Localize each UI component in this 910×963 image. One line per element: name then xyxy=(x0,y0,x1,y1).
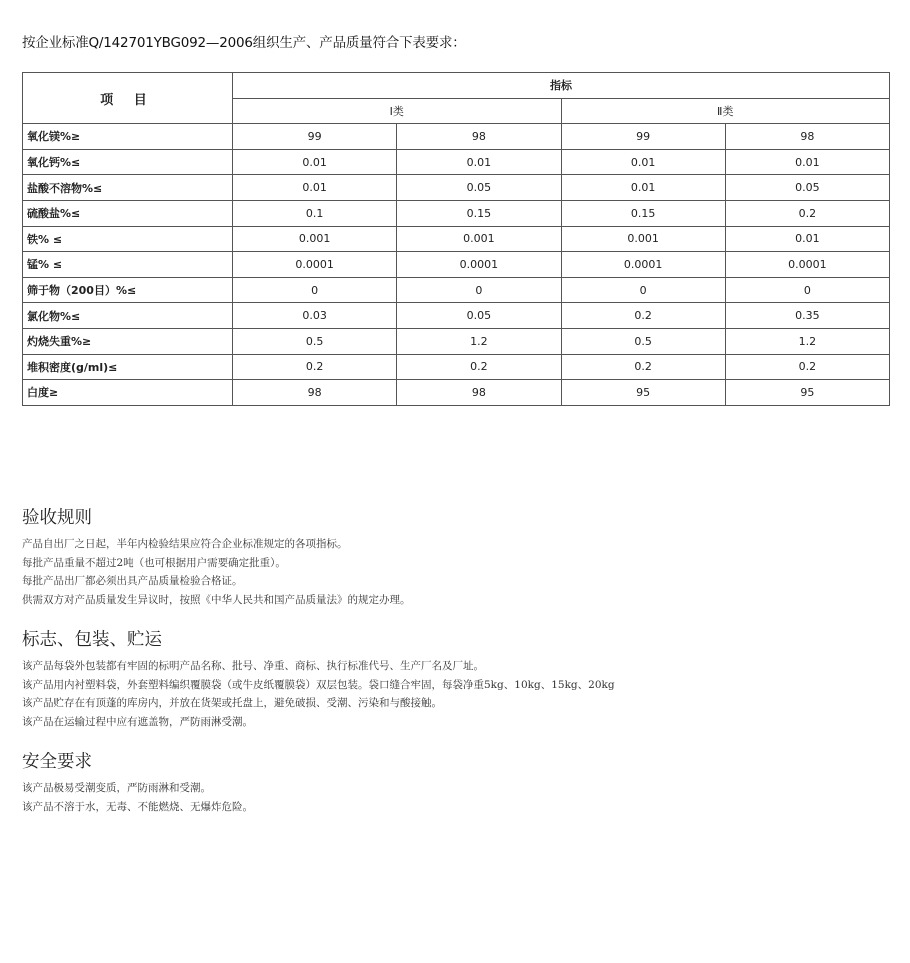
row-value: 0.03 xyxy=(233,303,397,329)
row-value: 0 xyxy=(561,277,725,303)
packaging-line: 该产品用内衬塑料袋，外套塑料编织覆膜袋（或牛皮纸覆膜袋）双层包装。袋口缝合牢固，每袋净重5kg、10kg、15kg、20kg xyxy=(22,678,615,691)
row-value: 0.05 xyxy=(397,175,561,201)
row-label: 氧化钙%≤ xyxy=(23,149,233,175)
row-value: 0.2 xyxy=(725,354,889,380)
safety-title: 安全要求 xyxy=(22,752,92,772)
row-value: 95 xyxy=(725,380,889,406)
row-value: 98 xyxy=(397,380,561,406)
row-value: 0.01 xyxy=(561,175,725,201)
acceptance-title: 验收规则 xyxy=(22,508,92,528)
row-value: 99 xyxy=(561,124,725,150)
row-label: 筛于物（200目）%≤ xyxy=(23,277,233,303)
row-value: 0.01 xyxy=(233,175,397,201)
row-value: 0.01 xyxy=(397,149,561,175)
row-value: 99 xyxy=(233,124,397,150)
row-value: 0.05 xyxy=(725,175,889,201)
safety-line: 该产品极易受潮变质，严防雨淋和受潮。 xyxy=(22,782,211,794)
table-row xyxy=(23,175,890,201)
class-2-header: Ⅱ类 xyxy=(561,98,890,124)
row-label: 铁% ≤ xyxy=(23,226,233,252)
row-value: 0.01 xyxy=(725,226,889,252)
row-value: 0 xyxy=(233,277,397,303)
row-value: 95 xyxy=(561,380,725,406)
row-label: 堆积密度(g/ml)≤ xyxy=(23,354,233,380)
table-row xyxy=(23,252,890,278)
packaging-line: 该产品贮存在有顶蓬的库房内，并放在货架或托盘上，避免破损、受潮、污染和与酸接触。 xyxy=(22,697,442,710)
spec-table xyxy=(22,72,890,406)
row-value: 0 xyxy=(397,277,561,303)
table-row xyxy=(23,303,890,329)
row-value: 0.01 xyxy=(561,149,725,175)
table-row xyxy=(23,328,890,354)
table-row xyxy=(23,124,890,150)
row-label: 盐酸不溶物%≤ xyxy=(23,175,233,201)
row-label: 白度≥ xyxy=(23,380,233,406)
row-value: 0.001 xyxy=(561,226,725,252)
row-value: 1.2 xyxy=(725,328,889,354)
row-value: 1.2 xyxy=(397,328,561,354)
class-1-header: Ⅰ类 xyxy=(233,98,562,124)
row-value: 0 xyxy=(725,277,889,303)
acceptance-line: 每批产品重量不超过2吨（也可根据用户需要确定批重）。 xyxy=(22,556,286,569)
row-value: 0.15 xyxy=(561,200,725,226)
row-value: 0.0001 xyxy=(725,252,889,278)
row-label: 硫酸盐%≤ xyxy=(23,200,233,226)
acceptance-line: 供需双方对产品质量发生异议时，按照《中华人民共和国产品质量法》的规定办理。 xyxy=(22,593,411,606)
row-value: 98 xyxy=(397,124,561,150)
row-value: 0.2 xyxy=(561,303,725,329)
row-label: 氯化物%≤ xyxy=(23,303,233,329)
safety-section xyxy=(22,748,253,816)
row-value: 0.2 xyxy=(397,354,561,380)
row-value: 0.35 xyxy=(725,303,889,329)
table-row xyxy=(23,277,890,303)
row-value: 0.001 xyxy=(233,226,397,252)
safety-line: 该产品不溶于水，无毒、不能燃烧、无爆炸危险。 xyxy=(22,800,253,813)
row-value: 0.0001 xyxy=(397,252,561,278)
table-row xyxy=(23,149,890,175)
table-row xyxy=(23,354,890,380)
row-value: 0.01 xyxy=(725,149,889,175)
row-value: 0.0001 xyxy=(233,252,397,278)
table-row xyxy=(23,380,890,406)
acceptance-line: 每批产品出厂都必须出具产品质量检验合格证。 xyxy=(22,575,243,588)
acceptance-section xyxy=(22,504,411,609)
packaging-section xyxy=(22,626,615,731)
row-label: 锰% ≤ xyxy=(23,252,233,278)
row-value: 0.2 xyxy=(561,354,725,380)
intro-text: 按企业标准Q/142701YBG092—2006组织生产、产品质量符合下表要求： xyxy=(22,35,466,51)
row-value: 98 xyxy=(725,124,889,150)
row-value: 0.0001 xyxy=(561,252,725,278)
table-header-row xyxy=(23,73,890,99)
row-value: 0.15 xyxy=(397,200,561,226)
table-row xyxy=(23,200,890,226)
indicator-header: 指标 xyxy=(233,73,890,99)
row-value: 0.001 xyxy=(397,226,561,252)
packaging-line: 该产品在运输过程中应有遮盖物，严防雨淋受潮。 xyxy=(22,715,253,728)
row-value: 0.5 xyxy=(561,328,725,354)
item-header: 项 目 xyxy=(23,73,233,124)
packaging-line: 该产品每袋外包装都有牢固的标明产品名称、批号、净重、商标、执行标准代号、生产厂名及厂址。 xyxy=(22,660,484,672)
row-label: 氧化镁%≥ xyxy=(23,124,233,150)
table-row xyxy=(23,226,890,252)
row-value: 0.2 xyxy=(233,354,397,380)
row-value: 0.01 xyxy=(233,149,397,175)
row-value: 0.05 xyxy=(397,303,561,329)
row-label: 灼烧失重%≥ xyxy=(23,328,233,354)
row-value: 0.5 xyxy=(233,328,397,354)
row-value: 98 xyxy=(233,380,397,406)
row-value: 0.2 xyxy=(725,200,889,226)
row-value: 0.1 xyxy=(233,200,397,226)
packaging-title: 标志、包装、贮运 xyxy=(22,630,162,650)
acceptance-line: 产品自出厂之日起，半年内检验结果应符合企业标准规定的各项指标。 xyxy=(22,538,348,550)
